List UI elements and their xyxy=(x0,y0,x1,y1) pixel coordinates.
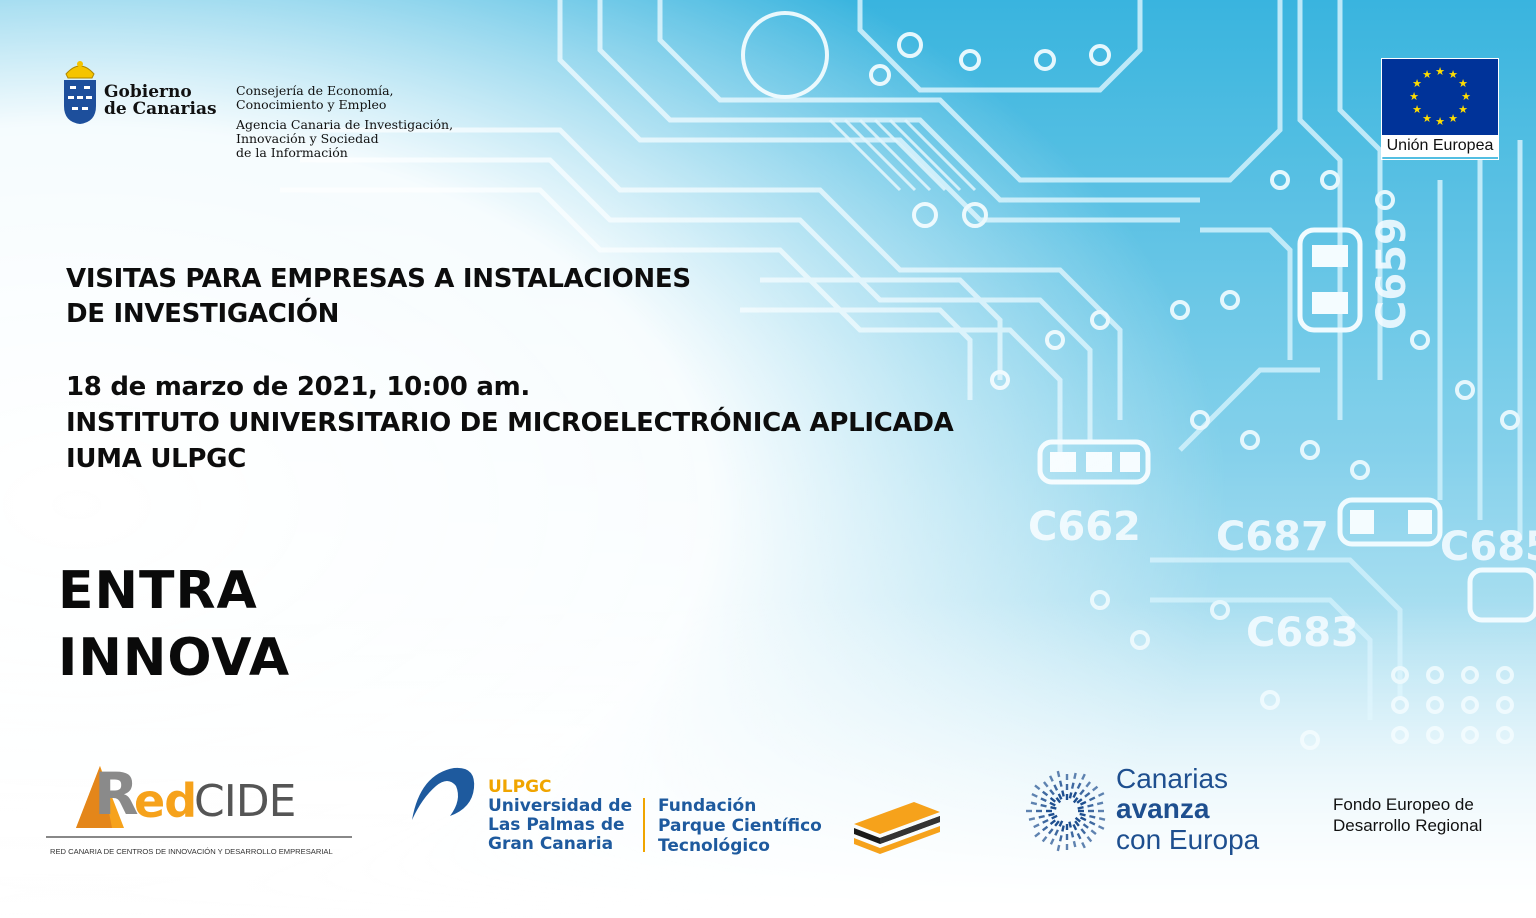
fundacion-line2: Parque Científico xyxy=(658,816,822,836)
program-name-line2: INNOVA xyxy=(58,628,291,688)
redcide-divider xyxy=(46,836,352,838)
coat-of-arms-icon xyxy=(60,56,100,126)
redcide-cide: CIDE xyxy=(194,776,296,827)
ulpgc-line1: Universidad de xyxy=(488,796,633,816)
fundacion-building-icon xyxy=(852,798,942,854)
svg-text:★: ★ xyxy=(1412,77,1422,90)
eu-flag-icon xyxy=(1382,59,1498,135)
agencia-line3: de la Información xyxy=(236,145,348,160)
ulpgc-acronym: ULPGC xyxy=(488,777,552,797)
program-name-line1: ENTRA xyxy=(58,561,258,621)
event-title-line1: VISITAS PARA EMPRESAS A INSTALACIONES xyxy=(66,264,691,294)
ulpgc-logo xyxy=(410,764,640,864)
canarias-dots-icon xyxy=(1024,768,1110,854)
redcide-subtitle: RED CANARIA DE CENTROS DE INNOVACIÓN Y DESARROLLO EMPRESARIAL xyxy=(50,847,333,856)
eu-label: Unión Europea xyxy=(1382,135,1498,157)
svg-text:★: ★ xyxy=(1435,65,1445,78)
agencia-line1: Agencia Canaria de Investigación, xyxy=(236,117,454,132)
svg-text:★: ★ xyxy=(1422,68,1432,81)
event-title-line2: DE INVESTIGACIÓN xyxy=(66,299,340,329)
ulpgc-line3: Gran Canaria xyxy=(488,834,614,854)
svg-text:★: ★ xyxy=(1422,112,1432,125)
fundacion-logo xyxy=(658,796,948,862)
fundacion-line3: Tecnológico xyxy=(658,836,770,856)
gobierno-name-line1: Gobierno xyxy=(104,82,192,102)
ulpgc-line2: Las Palmas de xyxy=(488,815,625,835)
feder-line1: Fondo Europeo de xyxy=(1333,795,1474,814)
svg-text:★: ★ xyxy=(1409,90,1419,103)
redcide-r: R xyxy=(94,760,139,828)
gobierno-logo xyxy=(60,56,460,166)
svg-text:★: ★ xyxy=(1448,112,1458,125)
canarias-avanza-logo xyxy=(1024,764,1284,860)
svg-text:★: ★ xyxy=(1461,90,1471,103)
svg-text:★: ★ xyxy=(1458,103,1468,116)
fundacion-line1: Fundación xyxy=(658,796,757,816)
feder-line2: Desarrollo Regional xyxy=(1333,816,1483,835)
svg-text:★: ★ xyxy=(1435,115,1445,128)
svg-text:★: ★ xyxy=(1458,77,1468,90)
canarias-line2: avanza xyxy=(1116,793,1210,824)
event-venue: INSTITUTO UNIVERSITARIO DE MICROELECTRÓNICA APLICADA xyxy=(66,408,954,438)
canarias-line1: Canarias xyxy=(1116,763,1229,794)
ulpgc-divider xyxy=(643,798,645,852)
svg-text:★: ★ xyxy=(1448,68,1458,81)
gobierno-name-line2: de Canarias xyxy=(104,99,217,119)
agencia-line2: Innovación y Sociedad xyxy=(236,131,379,146)
canarias-line3: con Europa xyxy=(1116,824,1260,855)
consejeria-line1: Consejería de Economía, xyxy=(236,83,394,98)
event-venue-short: IUMA ULPGC xyxy=(66,444,246,474)
event-date: 18 de marzo de 2021, 10:00 am. xyxy=(66,372,530,402)
redcide-logo xyxy=(46,760,356,860)
eu-logo xyxy=(1381,58,1499,160)
svg-text:★: ★ xyxy=(1412,103,1422,116)
consejeria-line2: Conocimiento y Empleo xyxy=(236,97,387,112)
redcide-ed: ed xyxy=(134,774,197,828)
ulpgc-wave-icon xyxy=(410,764,480,824)
